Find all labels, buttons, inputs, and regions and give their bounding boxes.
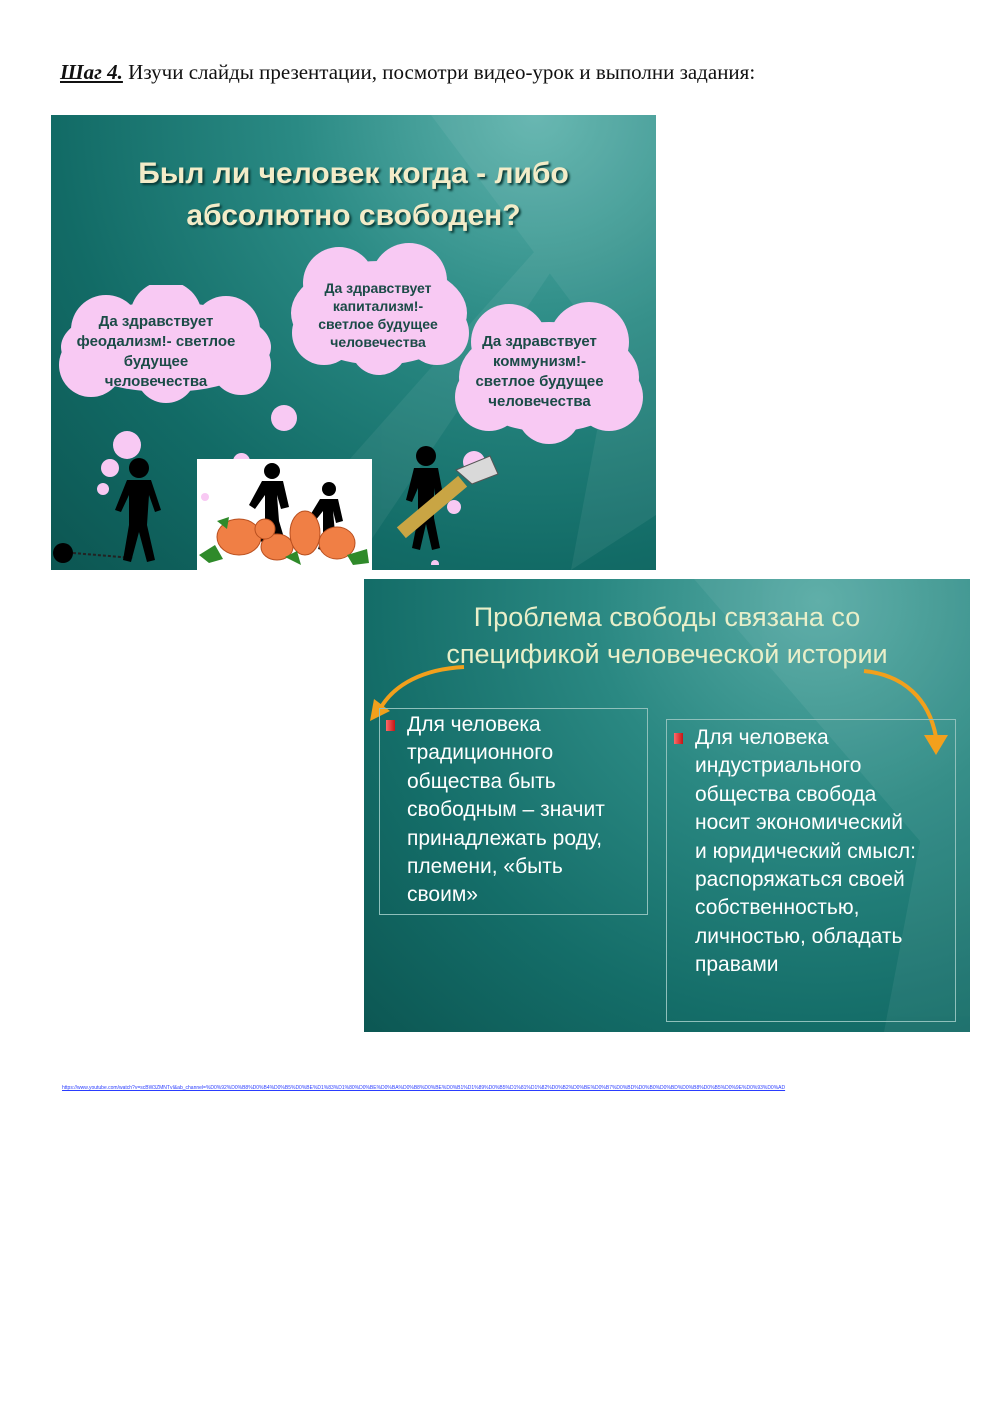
cloud-middle-line: капитализм!-	[332, 298, 424, 314]
left-box-line: своим»	[407, 883, 478, 907]
left-box-line: принадлежать роду,	[407, 826, 603, 850]
slide1-title-line1: Был ли человек когда - либо	[138, 157, 569, 190]
right-box-line: правами	[695, 953, 779, 977]
left-box-line: Для человека	[407, 713, 541, 736]
slide1-title	[51, 153, 656, 237]
cloud-middle-line: Да здравствует	[324, 280, 432, 296]
cloud-left-line: человечества	[104, 373, 208, 390]
cloud-middle-text	[283, 279, 473, 351]
slide-freedom-question	[51, 115, 656, 570]
cloud-left-line: будущее	[123, 353, 189, 370]
cloud-left-line: феодализм!- светлое	[76, 333, 236, 350]
slide2-title-line2: спецификой человеческой истории	[446, 639, 888, 669]
red-bullet-icon	[674, 733, 683, 744]
step-heading	[60, 60, 755, 85]
cloud-middle-line: светлое будущее	[318, 316, 438, 332]
slide1-title-line2: абсолютно свободен?	[186, 199, 521, 232]
peasants-pumpkins-picture	[197, 459, 372, 570]
right-box-line: общества свобода	[695, 782, 877, 806]
right-box-line: собственностью,	[695, 896, 860, 920]
right-box-line: носит экономический	[695, 811, 903, 835]
thought-puff	[271, 405, 297, 431]
video-lesson-link[interactable]: https://www.youtube.com/watch?v=scBW3ZMNTvI&ab_channel=%D0%92%D0%B8%D0%B4%D0%B5%D0%BE%D1%83%D1%80%D0%BE%D0%BA%D0%B8%D0%BE%D0%B1%D1%89%D0%B5%D1%81%D1%82%D0%B2%D0%BE%D0%B7%D0%BD%D0%B0%D0%BD%D0%B8%D0%B5%D0%9E%D0%93%D0%AD	[62, 1085, 786, 1091]
slide2-title-line1: Проблема свободы связана со	[473, 602, 861, 632]
ball-and-chain-icon	[53, 543, 73, 563]
traditional-society-text	[407, 711, 642, 910]
worker-with-hammer-icon	[386, 440, 506, 565]
pumpkin-icon	[197, 459, 372, 570]
step-label: Шаг 4.	[60, 60, 123, 84]
industrial-society-text	[695, 724, 955, 980]
slave-silhouette-icon	[51, 450, 181, 570]
right-box-line: личностью, обладать	[695, 924, 903, 948]
left-box-line: племени, «быть	[407, 855, 563, 879]
red-bullet-icon	[386, 720, 395, 731]
cloud-right-text	[451, 332, 628, 412]
cloud-right-line: коммунизм!-	[492, 353, 587, 370]
cloud-middle-line: человечества	[330, 334, 426, 350]
left-box-line: общества быть	[407, 769, 556, 793]
right-box-line: Для человека	[695, 726, 829, 749]
step-instruction: Изучи слайды презентации, посмотри видео-урок и выполни задания:	[122, 60, 756, 84]
right-box-line: индустриального	[695, 754, 862, 778]
cloud-left-line: Да здравствует	[98, 313, 214, 330]
left-box-line: свободным – значит	[407, 798, 605, 822]
cloud-right-line: человечества	[488, 393, 591, 410]
cloud-left-text	[56, 312, 256, 392]
right-box-line: распоряжаться своей	[695, 868, 905, 892]
slide-freedom-problem	[364, 579, 970, 1032]
right-box-line: и юридический смысл:	[695, 839, 916, 863]
cloud-right-line: Да здравствует	[482, 333, 597, 350]
cloud-right-line: светлое будущее	[475, 373, 604, 390]
left-box-line: традиционного	[407, 741, 554, 765]
